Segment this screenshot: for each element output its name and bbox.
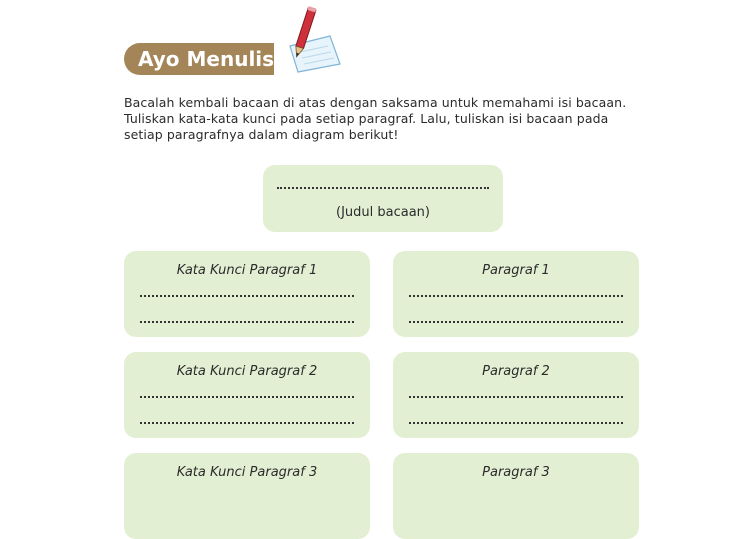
answer-line[interactable] — [140, 321, 354, 323]
instruction-line: setiap paragrafnya dalam diagram berikut! — [124, 127, 399, 142]
instructions-text — [124, 95, 644, 143]
title-answer-line[interactable] — [277, 187, 489, 189]
keyword-card-3 — [124, 453, 370, 539]
paragraph-card-label: Paragraf 1 — [482, 263, 550, 278]
answer-line[interactable] — [409, 321, 623, 323]
section-title: Ayo Menulis — [138, 47, 275, 71]
pencil-paper-icon — [268, 6, 358, 76]
title-box — [263, 165, 503, 232]
answer-line[interactable] — [140, 422, 354, 424]
keyword-card-label: Kata Kunci Paragraf 1 — [176, 263, 318, 278]
answer-line[interactable] — [409, 422, 623, 424]
answer-line[interactable] — [409, 396, 623, 398]
title-caption: (Judul bacaan) — [336, 205, 430, 220]
paragraph-card-label: Paragraf 3 — [482, 465, 550, 480]
instruction-line: Bacalah kembali bacaan di atas dengan saksama untuk memahami isi bacaan. — [124, 95, 627, 110]
paragraph-card-label: Paragraf 2 — [482, 364, 550, 379]
keyword-card-1 — [124, 251, 370, 337]
paragraph-card-2 — [393, 352, 639, 438]
instruction-line: Tuliskan kata-kata kunci pada setiap paragraf. Lalu, tuliskan isi bacaan pada — [124, 111, 609, 126]
keyword-card-label: Kata Kunci Paragraf 3 — [176, 465, 318, 480]
answer-line[interactable] — [409, 295, 623, 297]
paragraph-card-1 — [393, 251, 639, 337]
keyword-card-label: Kata Kunci Paragraf 2 — [176, 364, 318, 379]
paragraph-card-3 — [393, 453, 639, 539]
answer-line[interactable] — [140, 295, 354, 297]
keyword-card-2 — [124, 352, 370, 438]
answer-line[interactable] — [140, 396, 354, 398]
